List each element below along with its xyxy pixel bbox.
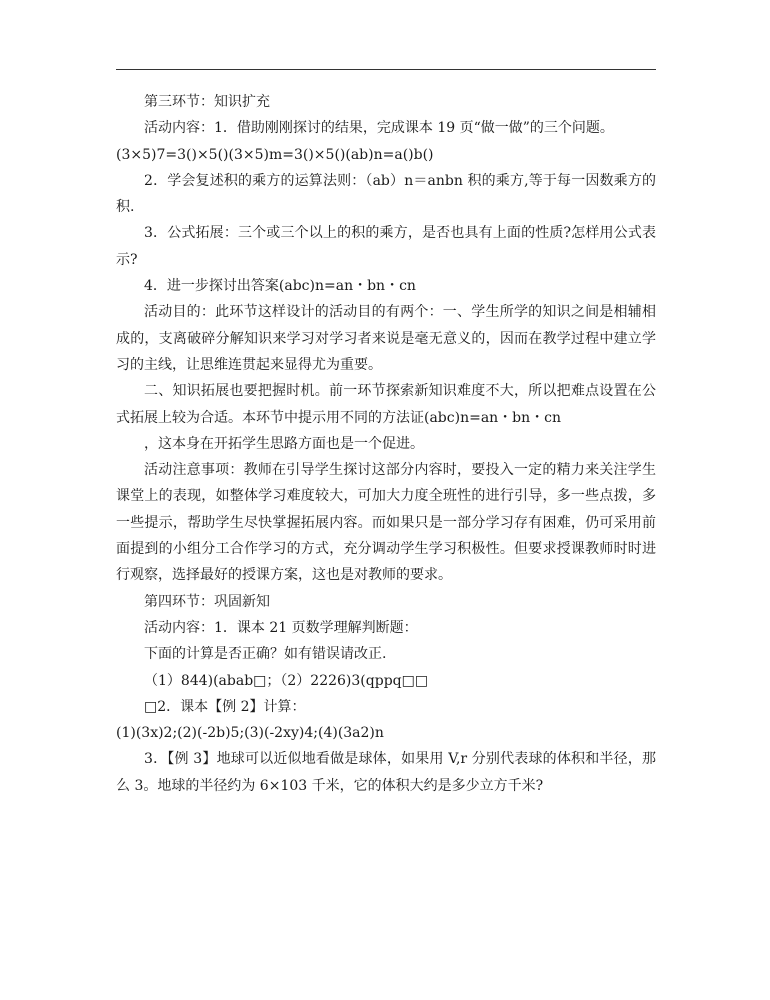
- activity-notes: 活动注意事项：教师在引导学生探讨这部分内容时，要投入一定的精力来关注学生课堂上的表现，如整体学习难度较大，可加大力度全班性的进行引导，多一些点拨，多一些提示，帮助学生尽快掌握拓展内容。而如果只是一部分学习存有困难，仍可采用前面提到的小组分工合作学习的方式，充分调动学生学习积极性。但要求授课教师时时进行观察，选择最好的授课方案，这也是对教师的要求。: [116, 462, 656, 584]
- knowledge-extension: 二、知识拓展也要把握时机。前一环节探索新知识难度不大，所以把难点设置在公式拓展上较为合适。本环节中提示用不同的方法证(abc)n=an・bn・cn: [116, 383, 656, 426]
- formula-extension: 3．公式拓展：三个或三个以上的积的乘方，是否也具有上面的性质?怎样用公式表示?: [116, 225, 656, 268]
- knowledge-extension-cont: ，这本身在开拓学生思路方面也是一个促进。: [144, 435, 424, 452]
- section-heading-4: 第四环节：巩固新知: [144, 593, 270, 610]
- formula-line-1: (3×5)7=3()×5()(3×5)m=3()×5()(ab)n=a()b(): [116, 146, 434, 163]
- header-rule: [116, 69, 656, 70]
- judgement-items: （1）844)(abab□；（2）2226)3(qppq□□: [144, 672, 429, 689]
- example-2-items: (1)(3x)2;(2)(-2b)5;(3)(-2xy)4;(4)(3a2)n: [116, 725, 384, 742]
- activity-content-2: 活动内容：1．课本 21 页数学理解判断题：: [144, 619, 418, 636]
- judgement-prompt: 下面的计算是否正确？如有错误请改正.: [144, 646, 387, 663]
- section-heading-3: 第三环节：知识扩充: [144, 94, 270, 110]
- rule-statement: 2．学会复述积的乘方的运算法则：（ab）n＝anbn 积的乘方,等于每一因数乘方的积.: [116, 172, 656, 216]
- document-body: [116, 89, 656, 799]
- formula-answer: 4．进一步探讨出答案(abc)n=an・bn・cn: [144, 278, 416, 295]
- example-2-heading: □2．课本【例 2】计算：: [144, 698, 306, 715]
- example-3: 3．【例 3】地球可以近似地看做是球体，如果用 V,r 分别代表球的体积和半径，那么 3。地球的半径约为 6×103 千米，它的体积大约是多少立方千米?: [116, 751, 656, 794]
- activity-content-1: 活动内容：1．借助刚刚探讨的结果，完成课本 19 页“做一做”的三个问题。: [144, 120, 614, 137]
- activity-purpose: 活动目的：此环节这样设计的活动目的有两个：一、学生所学的知识之间是相辅相成的，支离破碎分解知识来学习对学习者来说是毫无意义的，因而在教学过程中建立学习的主线，让思维连贯起来显得尤为重要。: [116, 304, 656, 373]
